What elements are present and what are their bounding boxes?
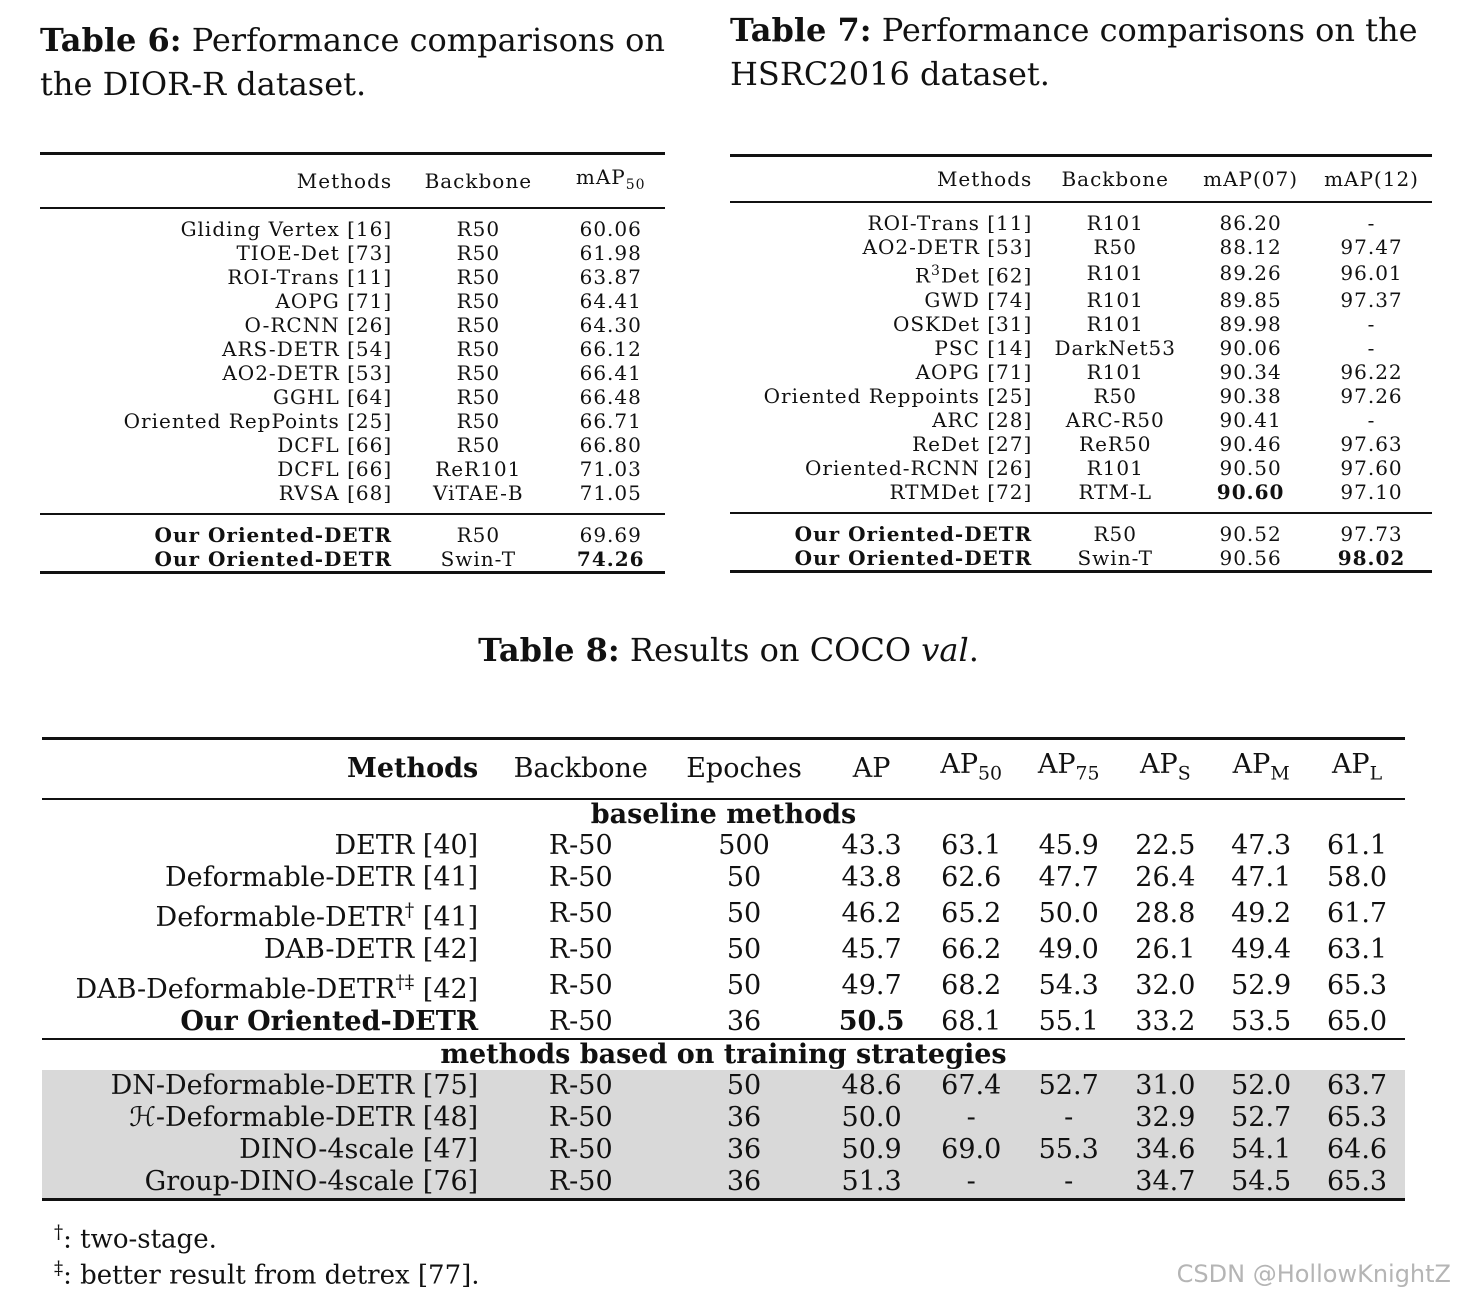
cell-map: 64.41 [579, 289, 642, 313]
cell-map12: 96.22 [1340, 359, 1403, 384]
cell-method: PSC [14] [934, 335, 1033, 360]
cell-apl: 58.0 [1326, 862, 1388, 894]
table-row [42, 830, 1405, 862]
table-row [730, 513, 1432, 546]
cell-apl: 61.1 [1326, 830, 1388, 862]
cell-map12: - [1367, 211, 1376, 235]
cell-backbone: R101 [1086, 287, 1144, 312]
cell-map12: 97.60 [1340, 455, 1403, 480]
cell-aps: 31.0 [1117, 1070, 1213, 1102]
cell-map: 60.06 [579, 217, 642, 241]
table-row [730, 235, 1432, 259]
table-row [40, 481, 665, 514]
cell-backbone: R50 [1093, 383, 1137, 408]
table-row [40, 265, 665, 289]
cell-backbone: R50 [456, 523, 501, 547]
cell-method: DETR [40] [334, 830, 479, 862]
cell-backbone: R50 [456, 361, 501, 385]
cell-backbone: R-50 [494, 1166, 667, 1200]
cell-backbone: ReR101 [435, 457, 522, 481]
cell-ap75: 49.0 [1038, 934, 1099, 966]
table-row [730, 259, 1432, 288]
cell-map12: - [1367, 407, 1376, 432]
t7-header-map07: mAP(07) [1203, 167, 1299, 191]
cell-backbone: Swin-T [440, 547, 517, 571]
table-row [40, 385, 665, 409]
cell-apm: 52.9 [1231, 970, 1292, 1002]
cell-map: 71.03 [579, 457, 642, 481]
cell-method: Our Oriented-DETR [180, 1006, 479, 1038]
cell-ap50: 66.2 [941, 934, 1002, 966]
cell-ap50: - [922, 1102, 1019, 1134]
t8-header-ap75: $AP_{75}$ [1037, 749, 1100, 785]
cell-backbone: R50 [456, 217, 501, 241]
cell-ap: 46.2 [841, 898, 902, 930]
cell-method: ARS-DETR [54] [222, 337, 393, 361]
cell-map: 71.05 [579, 481, 642, 505]
table-row [730, 202, 1432, 235]
cell-map07: 90.34 [1219, 359, 1282, 384]
cell-epochs: 50 [726, 862, 762, 894]
cell-method: Deformable-DETR† [41] [155, 899, 479, 934]
cell-backbone: R50 [1093, 235, 1137, 259]
table-row [40, 289, 665, 313]
table-row [40, 361, 665, 385]
t8-header-methods: Methods [346, 753, 479, 785]
cell-map07: 89.26 [1219, 261, 1282, 286]
cell-aps: 34.7 [1117, 1166, 1213, 1200]
cell-method: Oriented RepPoints [25] [123, 409, 393, 433]
table7-caption [730, 8, 1430, 96]
t8-header-backbone: Backbone [513, 753, 648, 785]
cell-epochs: 36 [667, 1166, 821, 1200]
cell-ap75: 50.0 [1038, 898, 1099, 930]
cell-ap75: - [1020, 1102, 1117, 1134]
t8-header-ap: AP [852, 753, 891, 785]
t7-header-backbone: Backbone [1061, 167, 1169, 191]
cell-map07: 90.60 [1216, 479, 1285, 504]
cell-map: 63.87 [579, 265, 642, 289]
table6 [40, 152, 665, 574]
table7-label: Table 7: [730, 11, 872, 49]
cell-map12: 98.02 [1337, 545, 1406, 570]
table-row [730, 312, 1432, 336]
cell-epochs: 50 [726, 970, 762, 1002]
cell-apl: 65.3 [1309, 1166, 1405, 1200]
cell-ap75: 54.3 [1038, 970, 1099, 1002]
cell-backbone: ViTAE-B [433, 481, 524, 505]
cell-ap: 50.5 [838, 1006, 905, 1038]
cell-backbone: DarkNet53 [1054, 335, 1176, 360]
cell-method: Our Oriented-DETR [154, 523, 393, 547]
table-row [40, 514, 665, 547]
t6-header-map: mAP$_{50}$ [575, 165, 646, 193]
table-row [42, 1134, 1405, 1166]
cell-backbone: R-50 [494, 1102, 667, 1134]
table-row [40, 433, 665, 457]
table-row [42, 1006, 1405, 1039]
cell-map: 66.12 [579, 337, 642, 361]
group-label: baseline methods [590, 799, 857, 831]
cell-map07: 90.50 [1219, 455, 1282, 480]
cell-map: 66.80 [579, 433, 642, 457]
cell-method: DN-Deformable-DETR [75] [42, 1070, 494, 1102]
cell-backbone: R50 [456, 289, 501, 313]
group-label: methods based on training strategies [440, 1039, 1007, 1071]
table-row [730, 288, 1432, 312]
table8-caption: Table 8: Results on COCO val. [478, 631, 979, 669]
cell-backbone: RTM-L [1078, 479, 1153, 504]
cell-method: Oriented-RCNN [26] [805, 455, 1033, 480]
table6-label: Table 6: [40, 21, 182, 59]
table-row [730, 360, 1432, 384]
cell-ap75: 47.7 [1038, 862, 1099, 894]
cell-apl: 64.6 [1309, 1134, 1405, 1166]
cell-backbone: R-50 [548, 970, 613, 1002]
cell-ap75: 55.3 [1020, 1134, 1117, 1166]
cell-backbone: R50 [456, 265, 501, 289]
cell-map12: - [1367, 311, 1376, 336]
cell-apl: 63.1 [1326, 934, 1388, 966]
cell-apm: 53.5 [1231, 1006, 1292, 1038]
cell-map: 74.26 [576, 547, 645, 571]
cell-backbone: R-50 [548, 1006, 613, 1038]
cell-method: DCFL [66] [277, 433, 393, 457]
cell-epochs: 500 [718, 830, 770, 862]
cell-backbone: R50 [456, 409, 501, 433]
table-row [42, 966, 1405, 1006]
group-row-baseline [42, 799, 1405, 830]
cell-epochs: 50 [667, 1070, 821, 1102]
cell-map07: 90.38 [1219, 383, 1282, 408]
cell-ap75: 45.9 [1038, 830, 1099, 862]
table-row [42, 1166, 1405, 1200]
cell-method: RVSA [68] [278, 481, 393, 505]
table-row [42, 1102, 1405, 1134]
cell-map07: 90.52 [1219, 521, 1282, 546]
cell-method: ReDet [27] [912, 431, 1033, 456]
cell-ap50: - [922, 1166, 1019, 1200]
cell-backbone: Swin-T [1077, 545, 1153, 570]
table8-label: Table 8: [478, 631, 620, 669]
cell-method: ROI-Trans [11] [867, 211, 1033, 235]
table-row [40, 337, 665, 361]
t6-header-backbone: Backbone [424, 169, 533, 193]
cell-ap: 45.7 [841, 934, 902, 966]
cell-method: AO2-DETR [53] [222, 361, 393, 385]
cell-method: Group-DINO-4scale [76] [42, 1166, 494, 1200]
cell-apm: 54.1 [1213, 1134, 1309, 1166]
cell-backbone: R50 [456, 433, 501, 457]
cell-map07: 90.06 [1219, 335, 1282, 360]
cell-ap: 43.3 [841, 830, 902, 862]
cell-ap50: 68.2 [941, 970, 1002, 1002]
cell-aps: 22.5 [1135, 830, 1196, 862]
footnote-1: †: two-stage. [54, 1222, 217, 1255]
cell-epochs: 36 [726, 1006, 762, 1038]
cell-backbone: R101 [1086, 455, 1144, 480]
cell-ap50: 62.6 [941, 862, 1002, 894]
table-row [730, 336, 1432, 360]
cell-method: AOPG [71] [275, 289, 393, 313]
cell-backbone: R101 [1086, 359, 1144, 384]
t6-header-methods: Methods [296, 169, 393, 193]
table6-caption [40, 18, 680, 106]
table-row [42, 894, 1405, 934]
cell-apl: 65.0 [1326, 1006, 1388, 1038]
cell-ap50: 68.1 [941, 1006, 1002, 1038]
cell-map: 64.30 [579, 313, 642, 337]
t8-header-ap50: $AP_{50}$ [940, 749, 1003, 785]
cell-backbone: ReR50 [1079, 431, 1152, 456]
cell-method: DINO-4scale [47] [42, 1134, 494, 1166]
cell-map12: 97.47 [1340, 235, 1403, 259]
cell-apm: 52.0 [1213, 1070, 1309, 1102]
cell-method: OSKDet [31] [892, 311, 1033, 336]
cell-map07: 90.56 [1219, 545, 1282, 570]
table-row [730, 432, 1432, 456]
table-row [730, 384, 1432, 408]
cell-method: TIOE-Det [73] [236, 241, 393, 265]
cell-map: 66.48 [579, 385, 642, 409]
cell-method: AOPG [71] [915, 359, 1033, 384]
cell-aps: 26.1 [1135, 934, 1196, 966]
table-row [730, 408, 1432, 432]
cell-apl: 65.3 [1326, 970, 1388, 1002]
cell-backbone: R101 [1086, 311, 1144, 336]
group-row-strategies [42, 1039, 1405, 1070]
table7 [730, 154, 1432, 573]
cell-map: 66.71 [579, 409, 642, 433]
cell-apm: 49.4 [1231, 934, 1292, 966]
cell-map07: 90.41 [1219, 407, 1282, 432]
cell-backbone: ARC-R50 [1065, 407, 1165, 432]
cell-aps: 26.4 [1135, 862, 1196, 894]
t8-header-aps: $AP_S$ [1140, 749, 1191, 785]
cell-backbone: R-50 [548, 934, 613, 966]
cell-backbone: R-50 [494, 1070, 667, 1102]
cell-method: $R^3Det$ [62] [914, 263, 1033, 288]
cell-apl: 61.7 [1326, 898, 1388, 930]
cell-method: ROI-Trans [11] [227, 265, 393, 289]
cell-method: RTMDet [72] [889, 479, 1033, 504]
cell-apm: 49.2 [1231, 898, 1292, 930]
t8-header-apl: $AP_L$ [1331, 749, 1383, 785]
t8-body [42, 799, 1405, 1200]
cell-ap50: 67.4 [922, 1070, 1019, 1102]
cell-epochs: 36 [667, 1134, 821, 1166]
cell-map12: - [1367, 335, 1376, 360]
cell-ap75: 55.1 [1038, 1006, 1099, 1038]
cell-apl: 65.3 [1309, 1102, 1405, 1134]
cell-backbone: R101 [1086, 211, 1144, 235]
table6-caption-text: Performance comparisons on the DIOR-R dataset. [40, 21, 665, 103]
cell-map07: 90.46 [1219, 431, 1282, 456]
table-row [40, 208, 665, 241]
cell-aps: 32.0 [1135, 970, 1196, 1002]
cell-apm: 47.1 [1231, 862, 1292, 894]
cell-method: Our Oriented-DETR [154, 547, 393, 571]
cell-method: DCFL [66] [277, 457, 393, 481]
t8-header-apm: $AP_M$ [1232, 749, 1290, 785]
cell-ap: 50.9 [821, 1134, 923, 1166]
cell-map12: 97.37 [1340, 287, 1403, 312]
table-row [730, 456, 1432, 480]
cell-epochs: 50 [726, 898, 762, 930]
cell-ap: 51.3 [821, 1166, 923, 1200]
cell-backbone: R50 [456, 313, 501, 337]
cell-backbone: R50 [456, 241, 501, 265]
cell-ap75: 52.7 [1020, 1070, 1117, 1102]
cell-map12: 96.01 [1340, 261, 1403, 286]
cell-method: O-RCNN [26] [244, 313, 393, 337]
table8 [42, 737, 1405, 1201]
table-row [40, 457, 665, 481]
table-row [40, 547, 665, 573]
cell-aps: 33.2 [1135, 1006, 1196, 1038]
cell-method: GGHL [64] [273, 385, 393, 409]
table-row [40, 409, 665, 433]
cell-ap: 49.7 [841, 970, 902, 1002]
table-row [730, 480, 1432, 513]
table-row [40, 241, 665, 265]
cell-map07: 89.98 [1219, 311, 1282, 336]
cell-map07: 88.12 [1219, 235, 1282, 259]
t6-body [40, 208, 665, 573]
cell-map: 66.41 [579, 361, 642, 385]
cell-ap: 50.0 [821, 1102, 923, 1134]
cell-map12: 97.73 [1340, 521, 1403, 546]
table7-caption-text: Performance comparisons on the HSRC2016 dataset. [730, 11, 1418, 93]
cell-method: DAB-DETR [42] [263, 934, 479, 966]
cell-map: 69.69 [579, 523, 642, 547]
table-row [42, 862, 1405, 894]
cell-aps: 28.8 [1135, 898, 1196, 930]
t7-header-map12: mAP(12) [1324, 167, 1419, 191]
t7-header-methods: Methods [936, 167, 1033, 191]
cell-method: ℋ-Deformable-DETR [48] [42, 1102, 494, 1134]
cell-method: Our Oriented-DETR [794, 545, 1033, 570]
cell-backbone: R-50 [494, 1134, 667, 1166]
cell-apl: 63.7 [1309, 1070, 1405, 1102]
cell-apm: 54.5 [1213, 1166, 1309, 1200]
table-row [730, 546, 1432, 572]
cell-map12: 97.63 [1340, 431, 1403, 456]
cell-backbone: R50 [456, 385, 501, 409]
cell-aps: 32.9 [1117, 1102, 1213, 1134]
cell-epochs: 50 [726, 934, 762, 966]
table-row [42, 1070, 1405, 1102]
cell-method: Gliding Vertex [16] [180, 217, 393, 241]
cell-ap75: - [1020, 1166, 1117, 1200]
t8-header-epochs: Epoches [686, 753, 802, 785]
cell-map: 61.98 [579, 241, 642, 265]
cell-map12: 97.26 [1340, 383, 1403, 408]
cell-method: DAB-Deformable-DETR†‡ [42] [75, 971, 479, 1006]
cell-method: GWD [74] [924, 287, 1033, 312]
cell-apm: 52.7 [1213, 1102, 1309, 1134]
cell-backbone: R-50 [548, 898, 613, 930]
cell-backbone: R-50 [548, 830, 613, 862]
cell-ap50: 65.2 [941, 898, 1002, 930]
cell-ap: 43.8 [841, 862, 902, 894]
cell-apm: 47.3 [1231, 830, 1292, 862]
cell-ap: 48.6 [821, 1070, 923, 1102]
cell-method: Oriented Reppoints [25] [763, 383, 1033, 408]
watermark: CSDN @HollowKnightZ [1176, 1260, 1451, 1288]
cell-method: AO2-DETR [53] [862, 235, 1033, 259]
table-row [40, 313, 665, 337]
cell-ap50: 63.1 [941, 830, 1002, 862]
cell-backbone: R-50 [548, 862, 613, 894]
cell-backbone: R101 [1086, 261, 1144, 286]
cell-map12: 97.10 [1340, 479, 1403, 504]
table-row [42, 934, 1405, 966]
footnote-2: ‡: better result from detrex [77]. [54, 1258, 480, 1291]
cell-method: Our Oriented-DETR [794, 521, 1033, 546]
cell-backbone: R50 [1093, 521, 1137, 546]
cell-map07: 89.85 [1219, 287, 1282, 312]
t7-body [730, 202, 1432, 571]
cell-map07: 86.20 [1219, 211, 1282, 235]
cell-aps: 34.6 [1117, 1134, 1213, 1166]
cell-method: ARC [28] [932, 407, 1033, 432]
cell-epochs: 36 [667, 1102, 821, 1134]
cell-ap50: 69.0 [922, 1134, 1019, 1166]
cell-method: Deformable-DETR [41] [165, 862, 479, 894]
cell-backbone: R50 [456, 337, 501, 361]
